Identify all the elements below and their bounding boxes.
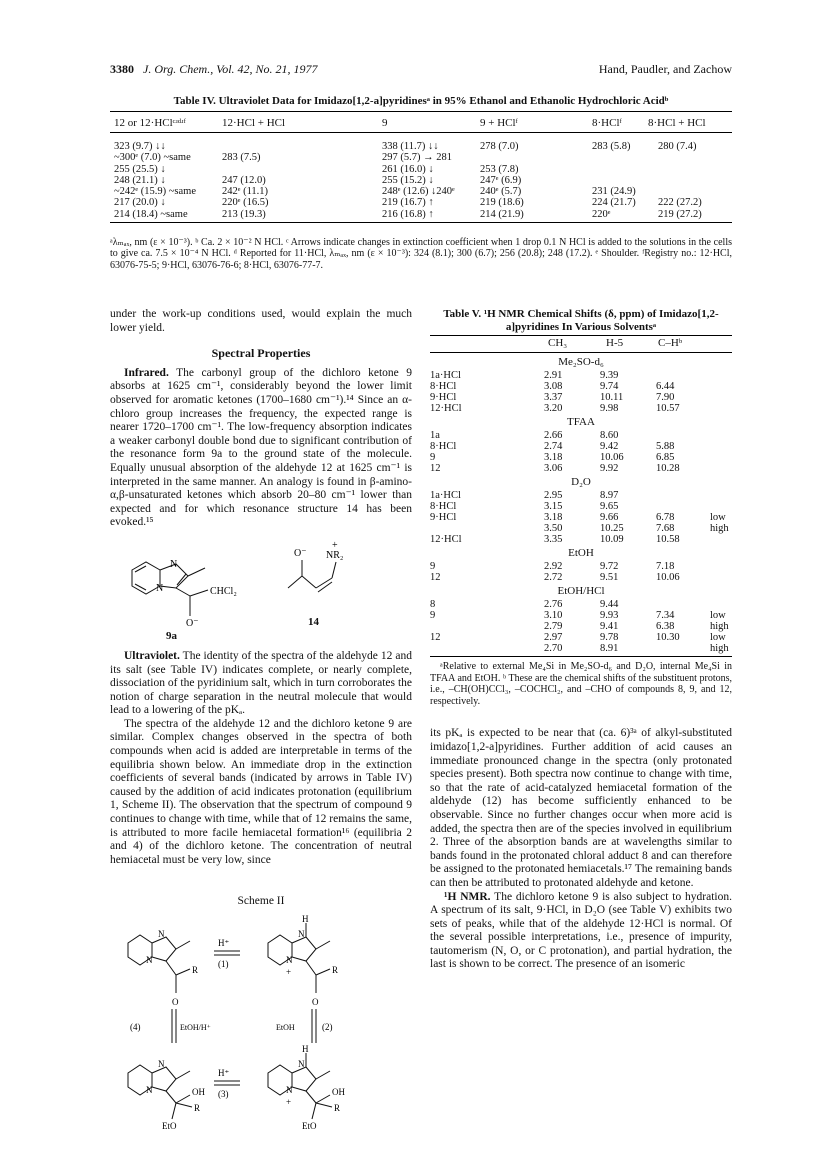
table5-row <box>430 631 732 642</box>
table5-cell: 1a·HCl <box>430 370 461 381</box>
table5-bottom-rule <box>430 656 732 657</box>
table5-cell: 9·HCl <box>430 392 457 403</box>
right-column <box>430 308 732 972</box>
n-tr: N <box>298 929 305 939</box>
uv-label: Ultraviolet. <box>124 649 180 662</box>
scheme-rings <box>128 923 332 1119</box>
spectra-paragraph: The spectra of the aldehyde 12 and the dichloro ketone 9 are similar. Complex changes observed in the spectra of both compounds when acid is added are interpretable in terms of the equilibria shown below. An immediate drop in the extinction coefficients of several bands (indicated by arrows in Table IV) caused by the addition of acid indicates protonation (equilibrium 1, Scheme II). The observation that the spectrum of compound 9 continues to change with time, while that of 12 remains the same, is attributed to more facile hemiacetal formation¹⁶ (equilibria 2 and 4) of the dichloro ketone. The concentration of neutral hemiacetal must be very low, since <box>110 717 412 866</box>
table4-cell: ~242ᵉ (15.9) ~same <box>114 186 196 198</box>
table5-cell: 5.88 <box>656 441 675 452</box>
table4-cell: 224 (21.7) <box>592 197 636 209</box>
table5-header-rule <box>430 352 732 353</box>
structure-9a <box>132 562 208 616</box>
table5-cell: 2.97 <box>544 632 563 643</box>
table5-cell: 2.92 <box>544 561 563 572</box>
table4-cell: 253 (7.8) <box>480 163 519 175</box>
table5-cell: 8·HCl <box>430 441 457 452</box>
o-tl: O <box>172 997 179 1007</box>
table5-cell: 10.06 <box>600 452 624 463</box>
table5-row <box>430 402 732 413</box>
table5-cell: 8.91 <box>600 643 619 654</box>
table4-cell: 231 (24.9) <box>592 186 636 198</box>
table4-header: 12·HCl + HCl <box>222 117 286 129</box>
table5-cell: 10.09 <box>600 534 624 545</box>
table4-cell: 323 (9.7) ↓↓ <box>114 141 166 152</box>
table5-cell: 2.91 <box>544 370 563 381</box>
n-label: N <box>156 582 164 594</box>
table5-solvent-heading: EtOH <box>568 547 594 559</box>
n-plus-label: N <box>170 558 178 570</box>
table5-cell: 3.20 <box>544 403 563 414</box>
o-tr: O <box>312 997 319 1007</box>
table5-cell: 8.97 <box>600 490 619 501</box>
table5-row <box>430 620 732 631</box>
table5-cell: 3.08 <box>544 381 563 392</box>
table5-cell: 8·HCl <box>430 501 457 512</box>
author-names: Hand, Paudler, and Zachow <box>598 62 732 76</box>
table5-cell: 9.51 <box>600 572 619 583</box>
h-br: H <box>302 1044 309 1054</box>
eq2-label: (2) <box>322 1022 333 1032</box>
table5-cell: 2.74 <box>544 441 563 452</box>
table5-cell: 3.15 <box>544 501 563 512</box>
table4-cell: 283 (5.8) <box>592 141 631 152</box>
table5-cell: 3.06 <box>544 463 563 474</box>
table5-cell: 9 <box>430 452 436 463</box>
eq4-label: (4) <box>130 1022 141 1032</box>
table4-cell: 222 (27.2) <box>658 197 702 209</box>
table4-cell: ~300ᵉ (7.0) ~same <box>114 152 191 164</box>
table4-cell: 247ᵉ (6.9) <box>480 174 522 186</box>
infrared-label: Infrared. <box>124 366 169 379</box>
table5-cell: 12 <box>430 463 441 474</box>
table5-cell: 3.35 <box>544 534 563 545</box>
table4-cell: 283 (7.5) <box>222 152 261 164</box>
table5-row <box>430 440 732 451</box>
eq1-label: (1) <box>218 959 229 969</box>
table4-header-row <box>110 117 732 131</box>
table4-cell: 219 (16.7) ↑ <box>382 197 434 209</box>
table5-cell: 8 <box>430 599 436 610</box>
running-head <box>110 62 732 78</box>
table5-cell: 10.30 <box>656 632 680 643</box>
table5-cell: 1a <box>430 430 440 441</box>
o-minus-label: O⁻ <box>186 617 199 629</box>
table5-cell: 3.37 <box>544 392 563 403</box>
table5-cell: 10.06 <box>656 572 680 583</box>
r-br: R <box>334 1103 341 1113</box>
table5-row <box>430 462 732 473</box>
table5-cell: 9·HCl <box>430 512 457 523</box>
plus-sign: + <box>332 539 338 551</box>
table5-cell: 2.72 <box>544 572 563 583</box>
table5-header: CH₃ <box>548 337 568 349</box>
table5-solvent-heading: D₂O <box>571 476 591 488</box>
plus-br: + <box>286 1097 292 1107</box>
table4-row <box>110 186 732 197</box>
table5-cell: 9.39 <box>600 370 619 381</box>
table5-cell: 3.18 <box>544 452 563 463</box>
section-heading: Spectral Properties <box>211 346 311 361</box>
table5-cell: 9 <box>430 561 436 572</box>
table4-cell: 220ᵉ <box>592 208 611 220</box>
table5-cell: 9.44 <box>600 599 619 610</box>
table4-cell: 338 (11.7) ↓↓ <box>382 141 439 152</box>
table4-cell: 219 (18.6) <box>480 197 524 209</box>
resonance-structure-diagram <box>110 530 412 630</box>
uv-text: The identity of the spectra of the aldehyde 12 and its salt (see Table IV) indicates complete, or nearly complete, dissociation of the pyridinium salt, which in turn corroborates the notion of charge separation in the neutral molecule that would lead to a lowering of the pKₐ. <box>110 649 412 717</box>
right-body-text <box>430 727 732 972</box>
table5-cell: 7.90 <box>656 392 675 403</box>
table4-cell: 214 (21.9) <box>480 208 524 220</box>
nr2-label: NR₂ <box>326 549 344 561</box>
table5-row <box>430 598 732 609</box>
table5-cell: 2.66 <box>544 430 563 441</box>
table5-cell: 6.38 <box>656 621 675 632</box>
table5-solvent-heading: TFAA <box>567 416 595 428</box>
structure-14 <box>288 560 336 592</box>
r-tl: R <box>192 965 199 975</box>
left-column <box>110 308 412 1133</box>
table4-row <box>110 175 732 186</box>
table4-body <box>110 141 732 220</box>
table4-cell: 261 (16.0) ↓ <box>382 163 434 175</box>
table4-header: 9 <box>382 117 388 129</box>
chcl2-label: CHCl₂ <box>210 585 237 597</box>
journal-citation: J. Org. Chem., Vol. 42, No. 21, 1977 <box>143 62 318 76</box>
table5-cell: 1a·HCl <box>430 490 461 501</box>
table5-row <box>430 489 732 500</box>
table5-cell: 6.44 <box>656 381 675 392</box>
table5-cell: 2.70 <box>544 643 563 654</box>
table5-cell: high <box>710 621 729 632</box>
table5-cell: 9.74 <box>600 381 619 392</box>
label-9a: 9a <box>166 629 177 642</box>
table5-cell: high <box>710 643 729 654</box>
table4-cell: 255 (15.2) ↓ <box>382 174 434 186</box>
table4-cell: 240ᵉ (5.7) <box>480 186 522 198</box>
table5-cell: 10.25 <box>600 523 624 534</box>
uv-paragraph <box>110 650 412 718</box>
h-plus-1: H⁺ <box>218 938 230 948</box>
eto-bl: EtO <box>162 1121 177 1131</box>
table4-top-rule <box>110 111 732 112</box>
table4-row <box>110 197 732 208</box>
table5-cell: 6.85 <box>656 452 675 463</box>
pka-paragraph: its pKₐ is expected to be near that (ca. 6)³ᵃ of alkyl-substituted imidazo[1,2-a]pyridines. Further addition of acid causes an immediate pronounced change in the spectra (only protonated species present). Both spectra now continue to change with time, so that the rate of acid-catalyzed hemiacetal formation of the aldehyde (12) has become sufficiently enhanced to be observable. Since no further changes occur when more acid is added, the spectra then are of the species involved in equilibrium 2. Three of the absorption bands are at wavelengths similar to bands found in the protonated chloral adduct 8 and can therefore be assigned to the protonated hemiacetals.¹⁷ The remaining bands can then be attributed to protonated aldehyde and ketone. <box>430 727 732 889</box>
table5-row <box>430 522 732 533</box>
table5-cell: 7.18 <box>656 561 675 572</box>
eq3-label: (3) <box>218 1089 229 1099</box>
table4-cell: 220ᵉ (16.5) <box>222 197 269 209</box>
table5-cell: 9.98 <box>600 403 619 414</box>
table5-row <box>430 642 732 653</box>
table5-row <box>430 609 732 620</box>
table4-cell: 247 (12.0) <box>222 174 266 186</box>
table5-cell: 12 <box>430 572 441 583</box>
table5-cell: 3.10 <box>544 610 563 621</box>
intro-text: under the work-up conditions used, would explain the much lower yield. <box>110 308 412 334</box>
table5-cell: 7.68 <box>656 523 675 534</box>
nmr-paragraph <box>430 891 732 973</box>
table5-header: H-5 <box>606 337 624 349</box>
table5-cell: 10.58 <box>656 534 680 545</box>
n-br2: N <box>286 1085 293 1095</box>
o-minus-14: O⁻ <box>294 547 307 559</box>
table5-row <box>430 380 732 391</box>
table5-cell: 2.76 <box>544 599 563 610</box>
table5-header: C–Hᵇ <box>658 337 683 349</box>
table5-cell: 12·HCl <box>430 534 462 545</box>
table4-title: Table IV. Ultraviolet Data for Imidazo[1,2-a]pyridinesᵃ in 95% Ethanol and Ethanolic Hydrochloric Acidᵇ <box>173 95 669 107</box>
table5-row <box>430 369 732 380</box>
table5-cell: 8·HCl <box>430 381 457 392</box>
table4-header: 9 + HClᶠ <box>480 117 518 129</box>
h-plus-3: H⁺ <box>218 1068 230 1078</box>
table4-header: 8·HCl + HCl <box>648 117 706 129</box>
n-bl: N <box>158 1059 165 1069</box>
table5-cell: 9.41 <box>600 621 619 632</box>
page-number: 3380 <box>110 62 134 76</box>
table4-cell: 278 (7.0) <box>480 141 519 152</box>
resonance-structures <box>110 530 412 630</box>
table5-row <box>430 560 732 571</box>
table4-cell: 219 (27.2) <box>658 208 702 220</box>
table4-header: 12 or 12·HClᶜʴᵈʴᶠ <box>114 117 186 129</box>
scheme-ii <box>110 913 412 1133</box>
table4-row <box>110 141 732 152</box>
infrared-paragraph <box>110 367 412 530</box>
table5-cell: 10.57 <box>656 403 680 414</box>
table4-cell: 248ᵉ (12.6) ↓240ᵉ <box>382 186 455 198</box>
table4-header: 8·HClᶠ <box>592 117 622 129</box>
table5-cell: 7.34 <box>656 610 675 621</box>
table4-cell: 297 (5.7) → 281 <box>382 152 452 164</box>
eto-br: EtO <box>302 1121 317 1131</box>
table5-cell: 10.11 <box>600 392 624 403</box>
r-tr: R <box>332 965 339 975</box>
table5-row <box>430 429 732 440</box>
n-tl: N <box>158 929 165 939</box>
table5-cell: 10.28 <box>656 463 680 474</box>
table4-row <box>110 209 732 220</box>
table5-footnote: ᵃRelative to external Me₄Si in Me₂SO-d₆ and D₂O, internal Me₄Si in TFAA and EtOH. ᵇ These are the chemical shifts of the substituent protons, i.e., –CH(OH)CCl₃, –COCHCl₂, and –CHO of compounds 8, 9, and 12, respectively. <box>430 661 732 707</box>
table5-row <box>430 533 732 544</box>
table5-cell: 9.65 <box>600 501 619 512</box>
plus-tr: + <box>286 967 292 977</box>
table4-bottom-rule <box>110 222 732 223</box>
table5-cell: 9.72 <box>600 561 619 572</box>
table5-body <box>430 356 732 653</box>
infrared-text: The carbonyl group of the dichloro ketone 9 absorbs at 1625 cm⁻¹, considerably beyond the lower limit observed for aromatic ketones (1700–1680 cm⁻¹).¹⁴ Since an α-chloro group increases the frequency, the expected range is nearer 1720–1700 cm⁻¹. The low-frequency absorption indicates a weaker carbonyl double bond due to significant contribution of the resonance form 9a to the ground state of the molecule. Equally unusual absorption of the aldehyde 12 at 1625 cm⁻¹ is interpreted in the same manner. An analogy is found in β-amino-α,β-unsaturated ketones which absorb 20–80 cm⁻¹ lower than expected and for which resonance structure 14 has been evoked.¹⁵ <box>110 366 412 529</box>
table5-row <box>430 511 732 522</box>
scheme-title: Scheme II <box>237 895 285 908</box>
table5-cell: high <box>710 523 729 534</box>
table5-cell: 3.50 <box>544 523 563 534</box>
table5-solvent-heading: EtOH/HCl <box>557 585 605 597</box>
table4-cell: 213 (19.3) <box>222 208 266 220</box>
table4-cell: 217 (20.0) ↓ <box>114 197 166 209</box>
table5-cell: 12 <box>430 632 441 643</box>
table5-cell: 9.66 <box>600 512 619 523</box>
table5-row <box>430 571 732 582</box>
table5-cell: 3.18 <box>544 512 563 523</box>
structure-labels-row <box>110 615 412 650</box>
table5-cell: 9.93 <box>600 610 619 621</box>
table4-row <box>110 164 732 175</box>
table5-title: Table V. ¹H NMR Chemical Shifts (δ, ppm) of Imidazo[1,2-a]pyridines In Various Solventsᵃ <box>443 308 719 333</box>
table5-row <box>430 451 732 462</box>
oh-bl: OH <box>192 1087 205 1097</box>
table5-cell: 9.92 <box>600 463 619 474</box>
table4-cell: 216 (16.8) ↑ <box>382 208 434 220</box>
table5-row <box>430 391 732 402</box>
n-bl2: N <box>146 1085 153 1095</box>
table5-header-row <box>430 336 732 350</box>
table4-cell: 242ᵉ (11.1) <box>222 186 269 198</box>
label-14: 14 <box>308 615 319 628</box>
table4-cell: 214 (18.4) ~same <box>114 208 188 220</box>
oh-br: OH <box>332 1087 345 1097</box>
table5-cell: 9.42 <box>600 441 619 452</box>
nmr-text: The dichloro ketone 9 is also subject to hydration. A spectrum of its salt, 9·HCl, in D₂O (see Table V) exhibits two sets of peaks, while that of the aldehyde 12·HCl is normal. Of the several possible interpretations, i.e., presence of impurity, tautomerism (N, O, or C protonation), and partial hydration, the last is shown to be correct. The presence of an isomeric <box>430 890 733 971</box>
etoh-h-label: EtOH/H⁺ <box>180 1023 211 1032</box>
table5-cell: low <box>710 632 726 643</box>
table5-cell: 8.60 <box>600 430 619 441</box>
nmr-label: ¹H NMR. <box>444 890 491 903</box>
table4-footnote: ᵃλₘₐₓ, nm (ε × 10⁻³). ᵇ Ca. 2 × 10⁻² N HCl. ᶜ Arrows indicate changes in extinction coefficient when 1 drop 0.1 N HCl is added to the solutions in the cells to give ca. 7.5 × 10⁻⁴ N HCl. ᵈ Reported for 11·HCl, λₘₐₓ, nm (ε × 10⁻³): 324 (8.1); 300 (6.7); 256 (20.8); 248 (17.2). ᵉ Shoulder. ᶠRegistry no.: 12·HCl, 63076-75-5; 9·HCl, 63076-76-6; 8·HCl, 63076-77-7. <box>110 237 732 271</box>
r-bl: R <box>194 1103 201 1113</box>
table4-header-rule <box>110 132 732 133</box>
table5-cell: 9 <box>430 610 436 621</box>
table5-cell: 12·HCl <box>430 403 462 414</box>
table5-cell: 2.79 <box>544 621 563 632</box>
h-tr: H <box>302 914 309 924</box>
table4-cell: 255 (25.5) ↓ <box>114 163 166 175</box>
table4-cell: 280 (7.4) <box>658 141 697 152</box>
n-tr2: N <box>286 955 293 965</box>
etoh-label: EtOH <box>276 1023 295 1032</box>
table5-cell: low <box>710 610 726 621</box>
n-tl2: N <box>146 955 153 965</box>
table5-cell: 2.95 <box>544 490 563 501</box>
table4-row <box>110 152 732 163</box>
table5-cell: low <box>710 512 726 523</box>
n-br: N <box>298 1059 305 1069</box>
table5-cell: 6.78 <box>656 512 675 523</box>
table5-row <box>430 500 732 511</box>
table5-solvent-heading: Me₂SO-d₆ <box>558 356 604 368</box>
table5-cell: 9.78 <box>600 632 619 643</box>
table4-cell: 248 (21.1) ↓ <box>114 174 166 186</box>
scheme-ii-diagram <box>110 913 412 1133</box>
